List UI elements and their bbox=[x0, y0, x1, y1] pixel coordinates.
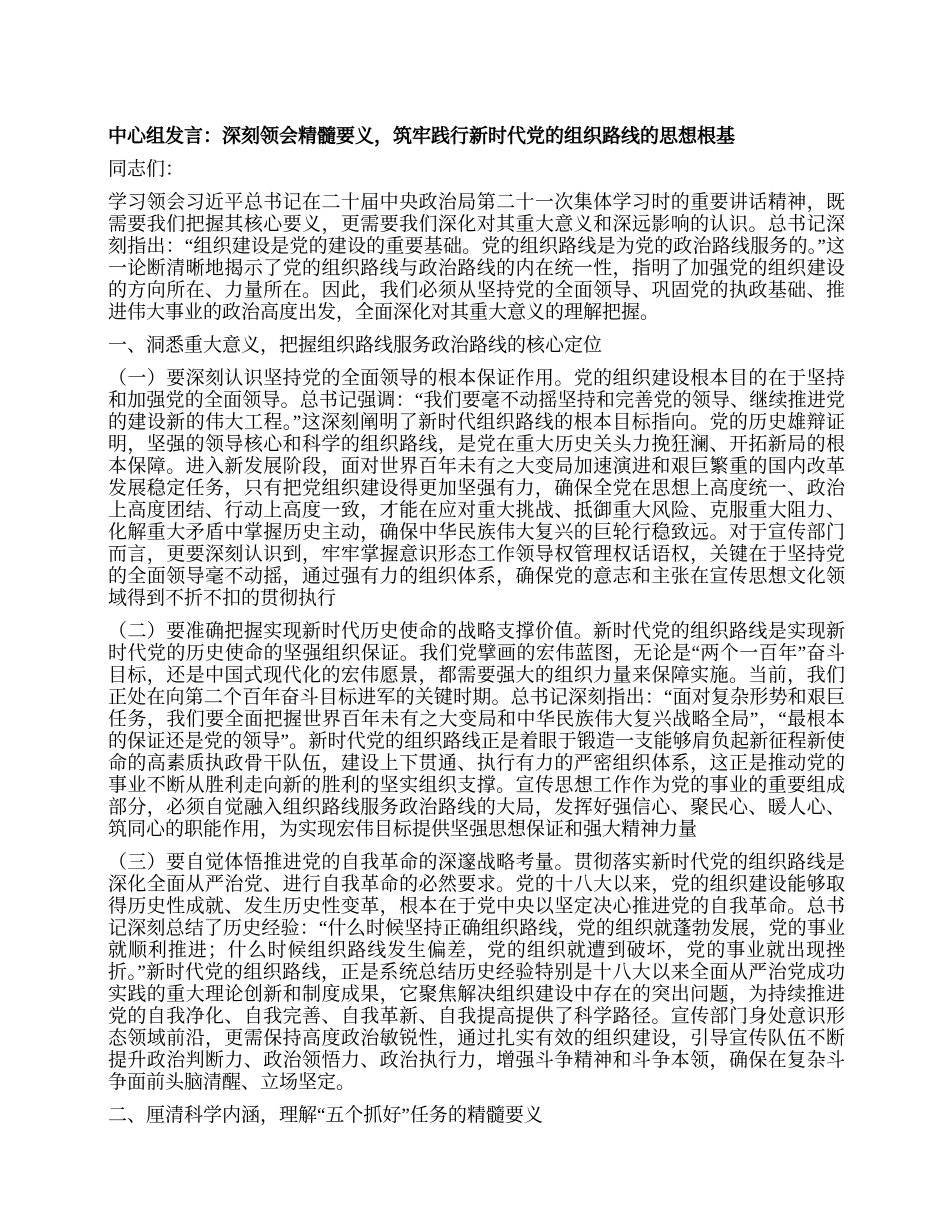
salutation: 同志们： bbox=[108, 159, 185, 180]
doc-title: 中心组发言：深刻领会精髓要义，筑牢践行新时代党的组织路线的思想根基 bbox=[108, 126, 736, 147]
document-page bbox=[108, 126, 845, 1138]
section-heading-1: 一、洞悉重大意义，把握组织路线服务政治路线的核心定位 bbox=[108, 335, 603, 356]
paragraph-1-3: （三）要自觉体悟推进党的自我革命的深邃战略考量。贯彻落实新时代党的组织路线是深化全面从严治党、进行自我革命的必然要求。党的十八大以来，党的组织建设能够取得历史性成就、发生历史性变革，根本在于党中央以坚定决心推进党的自我革命。总书记深刻总结了历史经验：“什么时候坚持正确组织路线，党的组织就蓬勃发展，党的事业就顺利推进；什么时候组织路线发生偏差，党的组织就遭到破坏，党的事业就出现挫折。”新时代党的组织路线，正是系统总结历史经验特别是十八大以来全面从严治党成功实践的重大理论创新和制度成果，它聚焦解决组织建设中存在的突出问题，为持续推进党的自我净化、自我完善、自我革新、自我提高提供了科学路径。宣传部门身处意识形态领域前沿，更需保持高度政治敏锐性，通过扎实有效的组织建设，引导宣传队伍不断提升政治判断力、政治领悟力、政治执行力，增强斗争精神和斗争本领，确保在复杂斗争面前头脑清醒、立场坚定。 bbox=[108, 852, 845, 1093]
intro-paragraph: 学习领会习近平总书记在二十届中央政治局第二十一次集体学习时的重要讲话精神，既需要我们把握其核心要义，更需要我们深化对其重大意义和深远影响的认识。总书记深刻指出：“组织建设是党的建设的重要基础。党的组织路线是为党的政治路线服务的。”这一论断清晰地揭示了党的组织路线与政治路线的内在统一性，指明了加强党的组织建设的方向所在、力量所在。因此，我们必须从坚持党的全面领导、巩固党的执政基础、推进伟大事业的政治高度出发，全面深化对其重大意义的理解把握。 bbox=[108, 192, 845, 323]
section-heading-2: 二、厘清科学内涵，理解“五个抓好”任务的精髓要义 bbox=[108, 1105, 543, 1126]
paragraph-1-1: （一）要深刻认识坚持党的全面领导的根本保证作用。党的组织建设根本目的在于坚持和加强党的全面领导。总书记强调：“我们要毫不动摇坚持和完善党的领导、继续推进党的建设新的伟大工程。”这深刻阐明了新时代组织路线的根本目标指向。党的历史雄辩证明，坚强的领导核心和科学的组织路线，是党在重大历史关头力挽狂澜、开拓新局的根本保障。进入新发展阶段，面对世界百年未有之大变局加速演进和艰巨繁重的国内改革发展稳定任务，只有把党组织建设得更加坚强有力，确保全党在思想上高度统一、政治上高度团结、行动上高度一致，才能在应对重大挑战、抵御重大风险、克服重大阻力、化解重大矛盾中掌握历史主动，确保中华民族伟大复兴的巨轮行稳致远。对于宣传部门而言，更要深刻认识到，牢牢掌握意识形态工作领导权管理权话语权，关键在于坚持党的全面领导毫不动摇，通过强有力的组织体系，确保党的意志和主张在宣传思想文化领域得到不折不扣的贯彻执行 bbox=[108, 368, 845, 609]
paragraph-1-2: （二）要准确把握实现新时代历史使命的战略支撑价值。新时代党的组织路线是实现新时代党的历史使命的坚强组织保证。我们党擘画的宏伟蓝图，无论是“两个一百年”奋斗目标，还是中国式现代化的宏伟愿景，都需要强大的组织力量来保障实施。当前，我们正处在向第二个百年奋斗目标进军的关键时期。总书记深刻指出：“面对复杂形势和艰巨任务，我们要全面把握世界百年未有之大变局和中华民族伟大复兴战略全局”，“最根本的保证还是党的领导”。新时代党的组织路线正是着眼于锻造一支能够肩负起新征程新使命的高素质执政骨干队伍，建设上下贯通、执行有力的严密组织体系，这正是推动党的事业不断从胜利走向新的胜利的坚实组织支撑。宣传思想工作作为党的事业的重要组成部分，必须自觉融入组织路线服务政治路线的大局，发挥好强信心、聚民心、暖人心、筑同心的职能作用，为实现宏伟目标提供坚强思想保证和强大精神力量 bbox=[108, 621, 845, 840]
